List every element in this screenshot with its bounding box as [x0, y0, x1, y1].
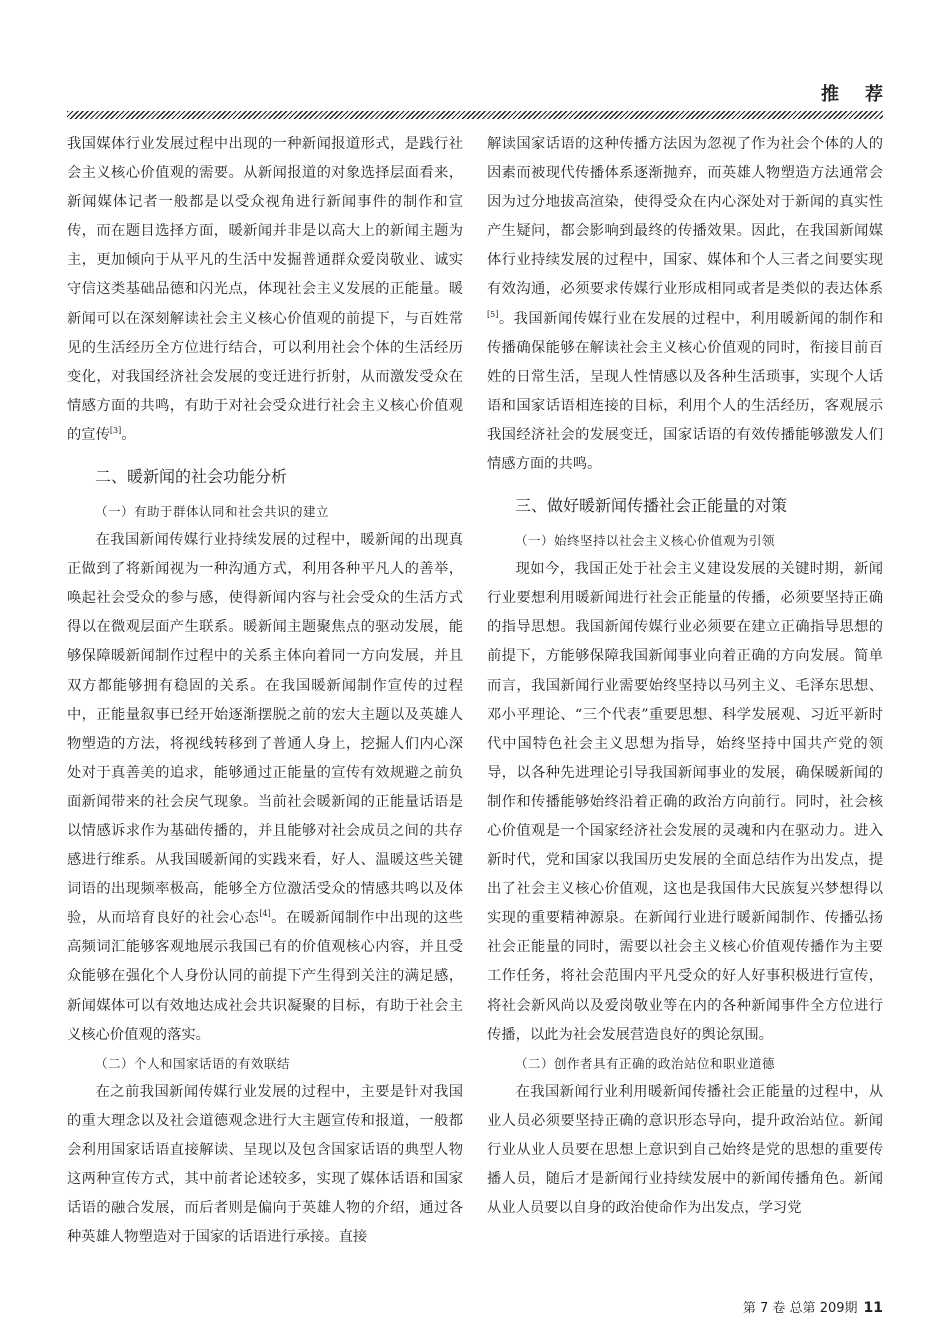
right-paragraph-1: 解读国家话语的这种传播方法因为忽视了作为社会个体的人的因素而被现代传播体系逐渐抛弃，而英雄人物塑造方法通常会因为过分地拔高渲染，使得受众在内心深处对于新闻的真实性产生疑问，都会影响到最终的传播效果。因此，在我国新闻媒体行业持续发展的过程中，国家、媒体和个人三者之间要实现有效沟通，必须要求传媒行业形成相同或者是类似的表达体系[5]。我国新闻传媒行业在发展的过程中，利用暖新闻的制作和传播确保能够在解读社会主义核心价值观的同时，衔接目前百姓的日常生活，呈现人性情感以及各种生活琐事，实现个人话语和国家话语相连接的目标，利用个人的生活经历，客观展示我国经济社会的发展变迁，国家话语的有效传播能够激发人们情感方面的共鸣。: [487, 136, 883, 473]
hatched-rule: [67, 111, 883, 119]
left-paragraph-3: 在之前我国新闻传媒行业发展的过程中，主要是针对我国的重大理念以及社会道德观念进行大主题宣传和报道，一般都会利用国家话语直接解读、呈现以及包含国家话语的典型人物这两种宣传方式，其中前者论述较多，实现了媒体话语和国家话语的融合发展，而后者则是偏向于英雄人物的介绍，通过各种英雄人物塑造对于国家的话语进行承接。直接: [67, 1083, 463, 1246]
section-heading-3: 三、做好暖新闻传播社会正能量的对策: [515, 496, 788, 516]
right-column: [487, 130, 883, 1223]
left-column: [67, 130, 463, 1252]
page-footer: [743, 1297, 883, 1316]
subheading-2-1: （一）有助于群体认同和社会共识的建立: [95, 504, 330, 520]
page-header: [67, 80, 909, 120]
citation-4: [4]: [259, 909, 271, 919]
subheading-3-1: （一）始终坚持以社会主义核心价值观为引领: [515, 533, 776, 549]
issue-info: 第 7 卷 总第 209期: [742, 1301, 858, 1316]
left-paragraph-2: 在我国新闻传媒行业持续发展的过程中，暖新闻的出现真正做到了将新闻视为一种沟通方式，利用各种平凡人的善举，唤起社会受众的参与感，使得新闻内容与社会受众的生活方式得以在微观层面产生联系。暖新闻主题聚焦点的驱动发展，能够保障暖新闻制作过程中的关系主体向着同一方向发展，并且双方都能够拥有稳固的关系。在我国暖新闻制作宣传的过程中，正能量叙事已经开始逐渐摆脱之前的宏大主题以及英雄人物塑造的方法，将视线转移到了普通人身上，挖掘人们内心深处对于真善美的追求，能够通过正能量的宣传有效规避之前负面新闻带来的社会戾气现象。当前社会暖新闻的正能量话语是以情感诉求作为基础传播的，并且能够对社会成员之间的共存感进行维系。从我国暖新闻的实践来看，好人、温暖这些关键词语的出现频率极高，能够全方位激活受众的情感共鸣以及体验，从而培育良好的社会心态[4]。在暖新闻制作中出现的这些高频词汇能够客观地展示我国已有的价值观核心内容，并且受众能够在强化个人身份认同的前提下产生得到关注的满足感，新闻媒体可以有效地达成社会共识凝聚的目标，有助于社会主义核心价值观的落实。: [67, 532, 463, 1043]
right-paragraph-2: 现如今，我国正处于社会主义建设发展的关键时期，新闻行业要想利用暖新闻进行社会正能量的传播，必须要坚持正确的指导思想。我国新闻传媒行业必须要在建立正确指导思想的前提下，方能够保障我国新闻事业向着正确的方向发展。简单而言，我国新闻行业需要始终坚持以马列主义、毛泽东思想、邓小平理论、“三个代表”重要思想、科学发展观、习近平新时代中国特色社会主义思想为指导，始终坚持中国共产党的领导，以各种先进理论引导我国新闻事业的发展，确保暖新闻的制作和传播能够始终沿着正确的政治方向前行。同时，社会核心价值观是一个国家经济社会发展的灵魂和内在驱动力。进入新时代，党和国家以我国历史发展的全面总结作为出发点，提出了社会主义核心价值观，这也是我国伟大民族复兴梦想得以实现的重要精神源泉。在新闻行业进行暖新闻制作、传播弘扬社会正能量的同时，需要以社会主义核心价值观传播作为主要工作任务，将社会范围内平凡受众的好人好事积极进行宣传，将社会新风尚以及爱岗敬业等在内的各种新闻事件全方位进行传播，以此为社会发展营造良好的舆论氛围。: [487, 561, 883, 1043]
citation-5: [5]: [487, 309, 499, 319]
subheading-2-2: （二）个人和国家话语的有效联结: [95, 1055, 291, 1071]
right-paragraph-3: 在我国新闻行业利用暖新闻传播社会正能量的过程中，从业人员必须要坚持正确的意识形态导向，提升政治站位。新闻行业从业人员要在思想上意识到自己始终是党的思想的重要传播人员，随后才是新闻行业持续发展中的新闻传播角色。新闻从业人员要以自身的政治使命作为出发点，学习党: [487, 1083, 883, 1217]
section-title: 推荐: [821, 84, 909, 105]
citation-3: [3]: [109, 426, 122, 436]
left-paragraph-1: 我国媒体行业发展过程中出现的一种新闻报道形式，是践行社会主义核心价值观的需要。从新闻报道的对象选择层面看来，新闻媒体记者一般都是以受众视角进行新闻事件的制作和宣传，而在题目选择方面，暖新闻并非是以高大上的新闻主题为主，更加倾向于从平凡的生活中发掘普通群众爱岗敬业、诚实守信这类基础品德和闪光点，体现社会主义发展的正能量。暖新闻可以在深刻解读社会主义核心价值观的前提下，与百姓常见的生活经历全方位进行结合，可以利用社会个体的生活经历变化，对我国经济社会发展的变迁进行折射，从而激发受众在情感方面的共鸣，有助于对社会受众进行社会主义核心价值观的宣传[3]。: [67, 136, 463, 443]
subheading-3-2: （二）创作者具有正确的政治站位和职业道德: [515, 1055, 776, 1071]
section-heading-2: 二、暖新闻的社会功能分析: [95, 467, 288, 487]
page-number: 11: [863, 1300, 883, 1316]
